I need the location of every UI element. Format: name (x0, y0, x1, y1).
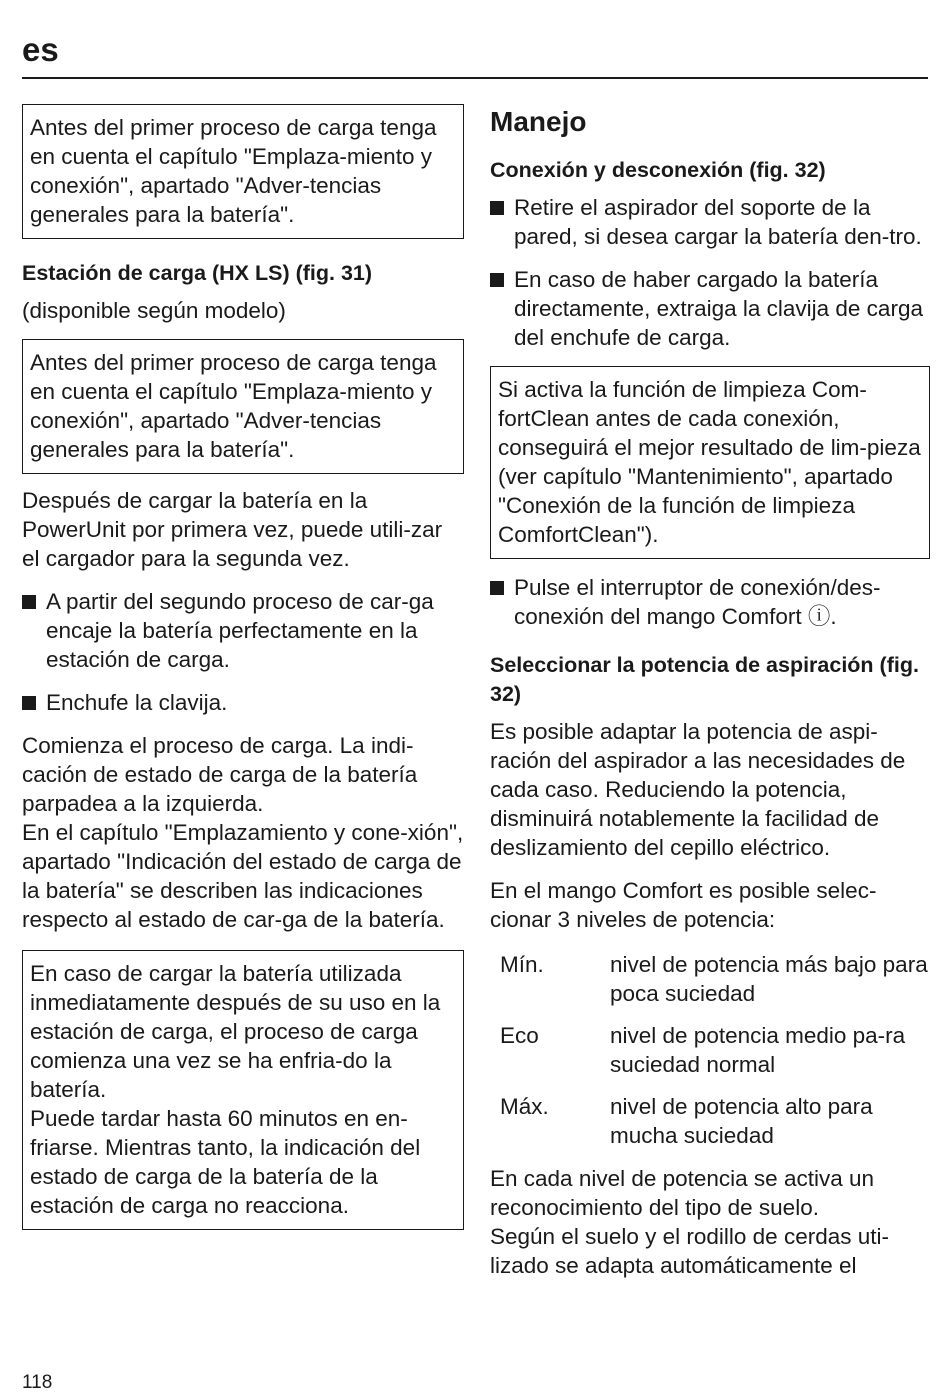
cooling-note-1: En caso de cargar la batería utilizada inmediatamente después de su uso en la estación de carga, el proceso de carga comienza una vez se ha enfria-do la batería. (30, 961, 441, 1102)
header-divider (22, 77, 928, 79)
paragraph-floor-detection: En cada nivel de potencia se activa un reconocimiento del tipo de suelo. (490, 1166, 875, 1220)
paragraph-powerunit: Después de cargar la batería en la PowerUnit por primera vez, puede utili-zar el cargador para la segunda vez. (22, 488, 443, 571)
bullet-square-icon (490, 201, 504, 215)
right-column (490, 104, 930, 1294)
warning-box-charging-station: Antes del primer proceso de carga tenga en cuenta el capítulo "Emplaza-miento y conexión", apartado "Adver-tencias generales para la batería". (22, 339, 464, 474)
bullet-square-icon (22, 696, 36, 710)
paragraph-charging-start: Comienza el proceso de carga. La indi-cación de estado de carga de la batería parpadea a la izquierda. (22, 733, 418, 816)
page-number: 118 (22, 1372, 53, 1393)
cooling-note-2: Puede tardar hasta 60 minutos en en-friarse. Mientras tanto, la indicación del estado de carga de la batería de la estación de carga no reacciona. (30, 1106, 421, 1218)
bullet-square-icon (490, 273, 504, 287)
list-item: Pulse el interruptor de conexión/des-conexión del mango Comfort ⓘ. (490, 573, 930, 631)
list-item: A partir del segundo proceso de car-ga encaje la batería perfectamente en la estación de carga. (22, 587, 464, 674)
list-item: Retire el aspirador del soporte de la pared, si desea cargar la batería den-tro. (490, 193, 930, 251)
left-column (22, 104, 464, 1250)
list-item: En caso de haber cargado la batería directamente, extraiga la clavija de carga del enchufe de carga. (490, 265, 930, 352)
power-level-row: Mín. nivel de potencia más bajo para poca suciedad (500, 952, 928, 1006)
list-item: Enchufe la clavija. (22, 688, 464, 717)
paragraph-power-levels: En el mango Comfort es posible selec-cionar 3 niveles de potencia: (490, 878, 877, 932)
bullet-square-icon (490, 581, 504, 595)
availability-note: (disponible según modelo) (22, 298, 286, 323)
paragraph-auto-adapt: Según el suelo y el rodillo de cerdas uti-lizado se adapta automáticamente el (490, 1224, 889, 1278)
subheading-on-off: Conexión y desconexión (fig. 32) (490, 158, 826, 182)
section-heading-charging-station: Estación de carga (HX LS) (fig. 31) (22, 261, 373, 285)
section-heading-operation: Manejo (490, 106, 587, 137)
info-box-comfortclean: Si activa la función de limpieza Com-fortClean antes de cada conexión, conseguirá el mejor resultado de lim-pieza (ver capítulo "Mantenimiento", apartado "Conexión de la función de limpieza ComfortClean"). (490, 366, 930, 559)
power-level-row: Eco nivel de potencia medio pa-ra suciedad normal (500, 1023, 906, 1077)
power-level-row: Máx. nivel de potencia alto para mucha suciedad (500, 1094, 873, 1148)
paragraph-charge-indicator: En el capítulo "Emplazamiento y cone-xión", apartado "Indicación del estado de carga de la batería" se describen las indicaciones respecto al estado de car-ga de la batería. (22, 820, 464, 932)
subheading-suction-power: Seleccionar la potencia de aspiración (fig. 32) (490, 653, 919, 706)
power-level-table (500, 950, 930, 1150)
language-code: es (22, 31, 59, 68)
paragraph-suction-adapt: Es posible adaptar la potencia de aspi-ración del aspirador a las necesidades de cada caso. Reduciendo la potencia, disminuirá notablemente la facilidad de deslizamiento del cepillo eléctrico. (490, 719, 906, 860)
warning-box-first-charge: Antes del primer proceso de carga tenga en cuenta el capítulo "Emplaza-miento y conexión", apartado "Adver-tencias generales para la batería". (22, 104, 464, 239)
bullet-square-icon (22, 595, 36, 609)
warning-box-cooling (22, 950, 464, 1230)
